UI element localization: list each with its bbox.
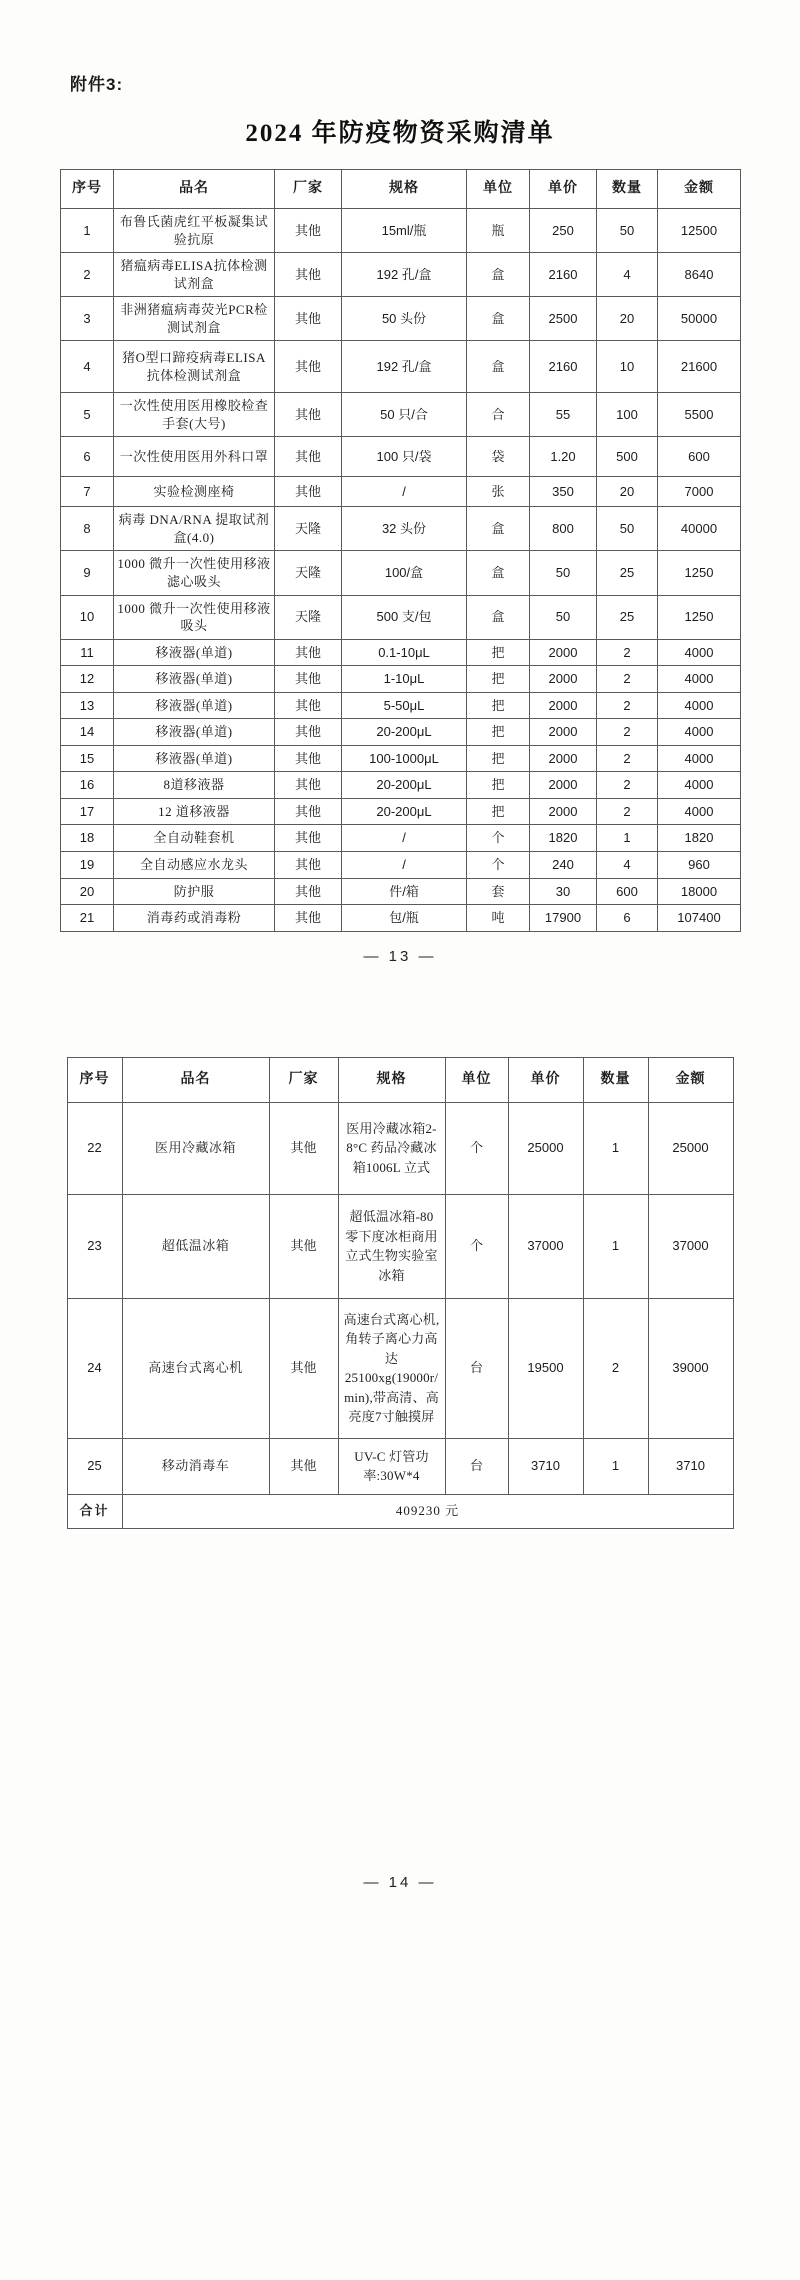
cell-item-name: 移动消毒车 — [122, 1438, 269, 1494]
cell-item-name: 全自动鞋套机 — [114, 825, 275, 852]
table-body-part2 — [67, 1102, 733, 1528]
cell-index: 7 — [61, 477, 114, 507]
cell-quantity: 1 — [583, 1194, 648, 1298]
cell-quantity: 2 — [597, 745, 658, 772]
cell-unit: 把 — [467, 666, 530, 693]
cell-index: 2 — [61, 253, 114, 297]
cell-manufacturer: 其他 — [275, 297, 342, 341]
column-header-index: 序号 — [61, 170, 114, 209]
cell-unit: 个 — [467, 852, 530, 879]
column-header-spec: 规格 — [338, 1057, 445, 1102]
cell-amount: 600 — [658, 437, 741, 477]
table-row — [61, 878, 741, 905]
cell-amount: 4000 — [658, 745, 741, 772]
cell-unit-price: 55 — [530, 393, 597, 437]
page-number-14: — 14 — — [363, 1873, 437, 1891]
cell-item-name: 一次性使用医用橡胶检查手套(大号) — [114, 393, 275, 437]
cell-index: 23 — [67, 1194, 122, 1298]
table-row — [61, 437, 741, 477]
cell-manufacturer: 其他 — [269, 1438, 338, 1494]
table-row — [61, 745, 741, 772]
column-header-amount: 金额 — [648, 1057, 733, 1102]
cell-quantity: 50 — [597, 209, 658, 253]
table-row — [67, 1438, 733, 1494]
cell-item-name: 一次性使用医用外科口罩 — [114, 437, 275, 477]
table-body-part1 — [61, 209, 741, 932]
cell-quantity: 4 — [597, 852, 658, 879]
cell-quantity: 20 — [597, 477, 658, 507]
cell-amount: 960 — [658, 852, 741, 879]
cell-spec: 高速台式离心机,角转子离心力高达25100xg(19000r/min),带高清、高亮度7寸触摸屏 — [338, 1298, 445, 1438]
cell-quantity: 2 — [597, 666, 658, 693]
column-header-unit-price: 单价 — [530, 170, 597, 209]
cell-amount: 5500 — [658, 393, 741, 437]
cell-amount: 25000 — [648, 1102, 733, 1194]
table-row — [61, 253, 741, 297]
cell-total-value: 409230 元 — [122, 1494, 733, 1528]
table-row — [67, 1298, 733, 1438]
procurement-table-part1 — [60, 169, 741, 932]
cell-total-label: 合计 — [67, 1494, 122, 1528]
column-header-unit: 单位 — [445, 1057, 508, 1102]
column-header-amount: 金额 — [658, 170, 741, 209]
cell-manufacturer: 其他 — [269, 1298, 338, 1438]
cell-unit-price: 1820 — [530, 825, 597, 852]
page-title: 2024 年防疫物资采购清单 — [245, 120, 555, 147]
cell-manufacturer: 其他 — [275, 477, 342, 507]
cell-unit: 个 — [467, 825, 530, 852]
cell-item-name: 高速台式离心机 — [122, 1298, 269, 1438]
cell-item-name: 移液器(单道) — [114, 666, 275, 693]
cell-manufacturer: 其他 — [275, 825, 342, 852]
cell-index: 16 — [61, 772, 114, 799]
cell-manufacturer: 天隆 — [275, 551, 342, 595]
cell-index: 8 — [61, 507, 114, 551]
cell-unit: 盒 — [467, 297, 530, 341]
page-two — [0, 1057, 800, 1949]
cell-unit-price: 2500 — [530, 297, 597, 341]
cell-unit: 套 — [467, 878, 530, 905]
cell-index: 12 — [61, 666, 114, 693]
table-row — [61, 666, 741, 693]
cell-index: 6 — [61, 437, 114, 477]
cell-unit: 个 — [445, 1102, 508, 1194]
table-row — [61, 905, 741, 932]
table-row — [61, 341, 741, 393]
cell-item-name: 移液器(单道) — [114, 639, 275, 666]
cell-amount: 12500 — [658, 209, 741, 253]
cell-amount: 4000 — [658, 692, 741, 719]
cell-amount: 50000 — [658, 297, 741, 341]
column-header-unit-price: 单价 — [508, 1057, 583, 1102]
cell-amount: 21600 — [658, 341, 741, 393]
cell-spec: 20-200μL — [342, 719, 467, 746]
cell-item-name: 非洲猪瘟病毒荧光PCR检测试剂盒 — [114, 297, 275, 341]
cell-index: 1 — [61, 209, 114, 253]
cell-index: 4 — [61, 341, 114, 393]
cell-quantity: 2 — [597, 692, 658, 719]
cell-spec: 100/盒 — [342, 551, 467, 595]
cell-item-name: 全自动感应水龙头 — [114, 852, 275, 879]
cell-item-name: 移液器(单道) — [114, 745, 275, 772]
table-row — [61, 297, 741, 341]
cell-unit: 个 — [445, 1194, 508, 1298]
cell-item-name: 移液器(单道) — [114, 719, 275, 746]
cell-unit-price: 240 — [530, 852, 597, 879]
cell-index: 20 — [61, 878, 114, 905]
cell-unit-price: 3710 — [508, 1438, 583, 1494]
column-header-quantity: 数量 — [583, 1057, 648, 1102]
cell-item-name: 布鲁氏菌虎红平板凝集试验抗原 — [114, 209, 275, 253]
cell-unit-price: 30 — [530, 878, 597, 905]
column-header-manufacturer: 厂家 — [275, 170, 342, 209]
cell-spec: / — [342, 852, 467, 879]
cell-unit: 把 — [467, 639, 530, 666]
table-row — [61, 209, 741, 253]
cell-index: 19 — [61, 852, 114, 879]
cell-manufacturer: 其他 — [275, 772, 342, 799]
cell-spec: 50 只/合 — [342, 393, 467, 437]
cell-amount: 18000 — [658, 878, 741, 905]
cell-unit: 盒 — [467, 341, 530, 393]
table-header-row — [61, 170, 741, 209]
cell-item-name: 超低温冰箱 — [122, 1194, 269, 1298]
cell-item-name: 12 道移液器 — [114, 798, 275, 825]
cell-item-name: 猪O型口蹄疫病毒ELISA抗体检测试剂盒 — [114, 341, 275, 393]
cell-quantity: 25 — [597, 551, 658, 595]
cell-spec: 超低温冰箱-80 零下度冰柜商用立式生物实验室冰箱 — [338, 1194, 445, 1298]
cell-unit-price: 250 — [530, 209, 597, 253]
column-header-item-name: 品名 — [122, 1057, 269, 1102]
cell-spec: / — [342, 825, 467, 852]
cell-spec: 192 孔/盒 — [342, 341, 467, 393]
table-row — [61, 393, 741, 437]
cell-unit-price: 50 — [530, 551, 597, 595]
cell-spec: 5-50μL — [342, 692, 467, 719]
page-break-gap — [0, 965, 800, 1057]
table-header-row — [67, 1057, 733, 1102]
table-row — [61, 477, 741, 507]
cell-amount: 1820 — [658, 825, 741, 852]
cell-quantity: 4 — [597, 253, 658, 297]
cell-item-name: 猪瘟病毒ELISA抗体检测试剂盒 — [114, 253, 275, 297]
cell-item-name: 实验检测座椅 — [114, 477, 275, 507]
cell-unit: 盒 — [467, 253, 530, 297]
cell-manufacturer: 其他 — [275, 393, 342, 437]
cell-amount: 107400 — [658, 905, 741, 932]
cell-index: 17 — [61, 798, 114, 825]
cell-unit: 袋 — [467, 437, 530, 477]
cell-unit-price: 2000 — [530, 745, 597, 772]
cell-index: 15 — [61, 745, 114, 772]
cell-amount: 3710 — [648, 1438, 733, 1494]
cell-amount: 4000 — [658, 719, 741, 746]
table-row — [61, 507, 741, 551]
cell-spec: UV-C 灯管功率:30W*4 — [338, 1438, 445, 1494]
cell-unit-price: 2000 — [530, 666, 597, 693]
cell-manufacturer: 其他 — [275, 692, 342, 719]
cell-manufacturer: 其他 — [275, 878, 342, 905]
procurement-table-part2 — [67, 1057, 734, 1529]
cell-unit-price: 2160 — [530, 253, 597, 297]
cell-spec: 192 孔/盒 — [342, 253, 467, 297]
cell-unit-price: 37000 — [508, 1194, 583, 1298]
table-row — [61, 639, 741, 666]
cell-quantity: 100 — [597, 393, 658, 437]
cell-amount: 7000 — [658, 477, 741, 507]
cell-item-name: 8道移液器 — [114, 772, 275, 799]
table-row — [61, 772, 741, 799]
cell-unit: 把 — [467, 745, 530, 772]
cell-quantity: 20 — [597, 297, 658, 341]
cell-index: 11 — [61, 639, 114, 666]
cell-spec: 1-10μL — [342, 666, 467, 693]
cell-quantity: 50 — [597, 507, 658, 551]
cell-quantity: 2 — [597, 719, 658, 746]
cell-spec: 50 头份 — [342, 297, 467, 341]
cell-quantity: 2 — [583, 1298, 648, 1438]
cell-spec: 15ml/瓶 — [342, 209, 467, 253]
cell-manufacturer: 其他 — [275, 666, 342, 693]
cell-index: 21 — [61, 905, 114, 932]
cell-spec: 100-1000μL — [342, 745, 467, 772]
cell-manufacturer: 其他 — [275, 639, 342, 666]
cell-unit: 把 — [467, 692, 530, 719]
cell-unit-price: 2000 — [530, 639, 597, 666]
cell-quantity: 1 — [597, 825, 658, 852]
cell-amount: 4000 — [658, 666, 741, 693]
column-header-quantity: 数量 — [597, 170, 658, 209]
column-header-item-name: 品名 — [114, 170, 275, 209]
cell-manufacturer: 其他 — [275, 719, 342, 746]
column-header-unit: 单位 — [467, 170, 530, 209]
cell-unit: 盒 — [467, 551, 530, 595]
table-row — [61, 719, 741, 746]
cell-unit-price: 2000 — [530, 798, 597, 825]
cell-unit-price: 19500 — [508, 1298, 583, 1438]
cell-unit-price: 17900 — [530, 905, 597, 932]
cell-spec: 500 支/包 — [342, 595, 467, 639]
table-row — [61, 595, 741, 639]
table-total-row — [67, 1494, 733, 1528]
cell-index: 5 — [61, 393, 114, 437]
cell-spec: 20-200μL — [342, 798, 467, 825]
cell-manufacturer: 其他 — [269, 1102, 338, 1194]
cell-item-name: 消毒药或消毒粉 — [114, 905, 275, 932]
cell-manufacturer: 其他 — [275, 745, 342, 772]
table-row — [61, 551, 741, 595]
cell-amount: 37000 — [648, 1194, 733, 1298]
cell-item-name: 移液器(单道) — [114, 692, 275, 719]
column-header-manufacturer: 厂家 — [269, 1057, 338, 1102]
cell-index: 13 — [61, 692, 114, 719]
cell-unit: 把 — [467, 719, 530, 746]
cell-item-name: 病毒 DNA/RNA 提取试剂盒(4.0) — [114, 507, 275, 551]
attachment-label: 附件3: — [70, 75, 124, 94]
cell-unit: 瓶 — [467, 209, 530, 253]
table-row — [61, 798, 741, 825]
cell-amount: 4000 — [658, 639, 741, 666]
cell-unit-price: 800 — [530, 507, 597, 551]
cell-manufacturer: 天隆 — [275, 507, 342, 551]
cell-unit: 吨 — [467, 905, 530, 932]
cell-index: 3 — [61, 297, 114, 341]
cell-unit-price: 2000 — [530, 719, 597, 746]
cell-index: 10 — [61, 595, 114, 639]
cell-manufacturer: 其他 — [269, 1194, 338, 1298]
cell-amount: 8640 — [658, 253, 741, 297]
cell-unit-price: 25000 — [508, 1102, 583, 1194]
table-row — [61, 852, 741, 879]
cell-unit: 台 — [445, 1298, 508, 1438]
cell-index: 22 — [67, 1102, 122, 1194]
cell-spec: / — [342, 477, 467, 507]
cell-amount: 1250 — [658, 551, 741, 595]
cell-unit: 合 — [467, 393, 530, 437]
cell-amount: 1250 — [658, 595, 741, 639]
cell-quantity: 25 — [597, 595, 658, 639]
cell-manufacturer: 其他 — [275, 798, 342, 825]
cell-unit: 把 — [467, 772, 530, 799]
cell-manufacturer: 天隆 — [275, 595, 342, 639]
cell-unit: 张 — [467, 477, 530, 507]
cell-manufacturer: 其他 — [275, 905, 342, 932]
cell-unit-price: 350 — [530, 477, 597, 507]
cell-spec: 20-200μL — [342, 772, 467, 799]
cell-unit: 盒 — [467, 595, 530, 639]
cell-spec: 件/箱 — [342, 878, 467, 905]
cell-quantity: 10 — [597, 341, 658, 393]
cell-unit-price: 2000 — [530, 692, 597, 719]
cell-unit-price: 50 — [530, 595, 597, 639]
cell-quantity: 600 — [597, 878, 658, 905]
cell-amount: 40000 — [658, 507, 741, 551]
cell-item-name: 防护服 — [114, 878, 275, 905]
cell-quantity: 1 — [583, 1438, 648, 1494]
cell-manufacturer: 其他 — [275, 341, 342, 393]
cell-spec: 100 只/袋 — [342, 437, 467, 477]
cell-index: 14 — [61, 719, 114, 746]
page-one — [0, 0, 800, 965]
cell-item-name: 医用冷藏冰箱 — [122, 1102, 269, 1194]
cell-spec: 医用冷藏冰箱2-8°C 药品冷藏冰箱1006L 立式 — [338, 1102, 445, 1194]
cell-index: 25 — [67, 1438, 122, 1494]
table-row — [67, 1194, 733, 1298]
cell-item-name: 1000 微升一次性使用移液吸头 — [114, 595, 275, 639]
cell-manufacturer: 其他 — [275, 852, 342, 879]
cell-unit: 盒 — [467, 507, 530, 551]
cell-quantity: 2 — [597, 639, 658, 666]
cell-manufacturer: 其他 — [275, 437, 342, 477]
cell-quantity: 2 — [597, 772, 658, 799]
cell-unit-price: 1.20 — [530, 437, 597, 477]
cell-unit-price: 2160 — [530, 341, 597, 393]
column-header-index: 序号 — [67, 1057, 122, 1102]
cell-amount: 4000 — [658, 798, 741, 825]
cell-manufacturer: 其他 — [275, 209, 342, 253]
cell-quantity: 500 — [597, 437, 658, 477]
table-row — [67, 1102, 733, 1194]
cell-spec: 包/瓶 — [342, 905, 467, 932]
cell-quantity: 2 — [597, 798, 658, 825]
cell-quantity: 6 — [597, 905, 658, 932]
cell-spec: 0.1-10μL — [342, 639, 467, 666]
cell-unit-price: 2000 — [530, 772, 597, 799]
table-row — [61, 692, 741, 719]
cell-index: 18 — [61, 825, 114, 852]
cell-quantity: 1 — [583, 1102, 648, 1194]
cell-amount: 39000 — [648, 1298, 733, 1438]
cell-unit: 台 — [445, 1438, 508, 1494]
cell-unit: 把 — [467, 798, 530, 825]
page-number-13: — 13 — — [363, 947, 437, 965]
cell-spec: 32 头份 — [342, 507, 467, 551]
table-row — [61, 825, 741, 852]
cell-index: 9 — [61, 551, 114, 595]
cell-manufacturer: 其他 — [275, 253, 342, 297]
cell-amount: 4000 — [658, 772, 741, 799]
cell-index: 24 — [67, 1298, 122, 1438]
cell-item-name: 1000 微升一次性使用移液滤心吸头 — [114, 551, 275, 595]
column-header-spec: 规格 — [342, 170, 467, 209]
